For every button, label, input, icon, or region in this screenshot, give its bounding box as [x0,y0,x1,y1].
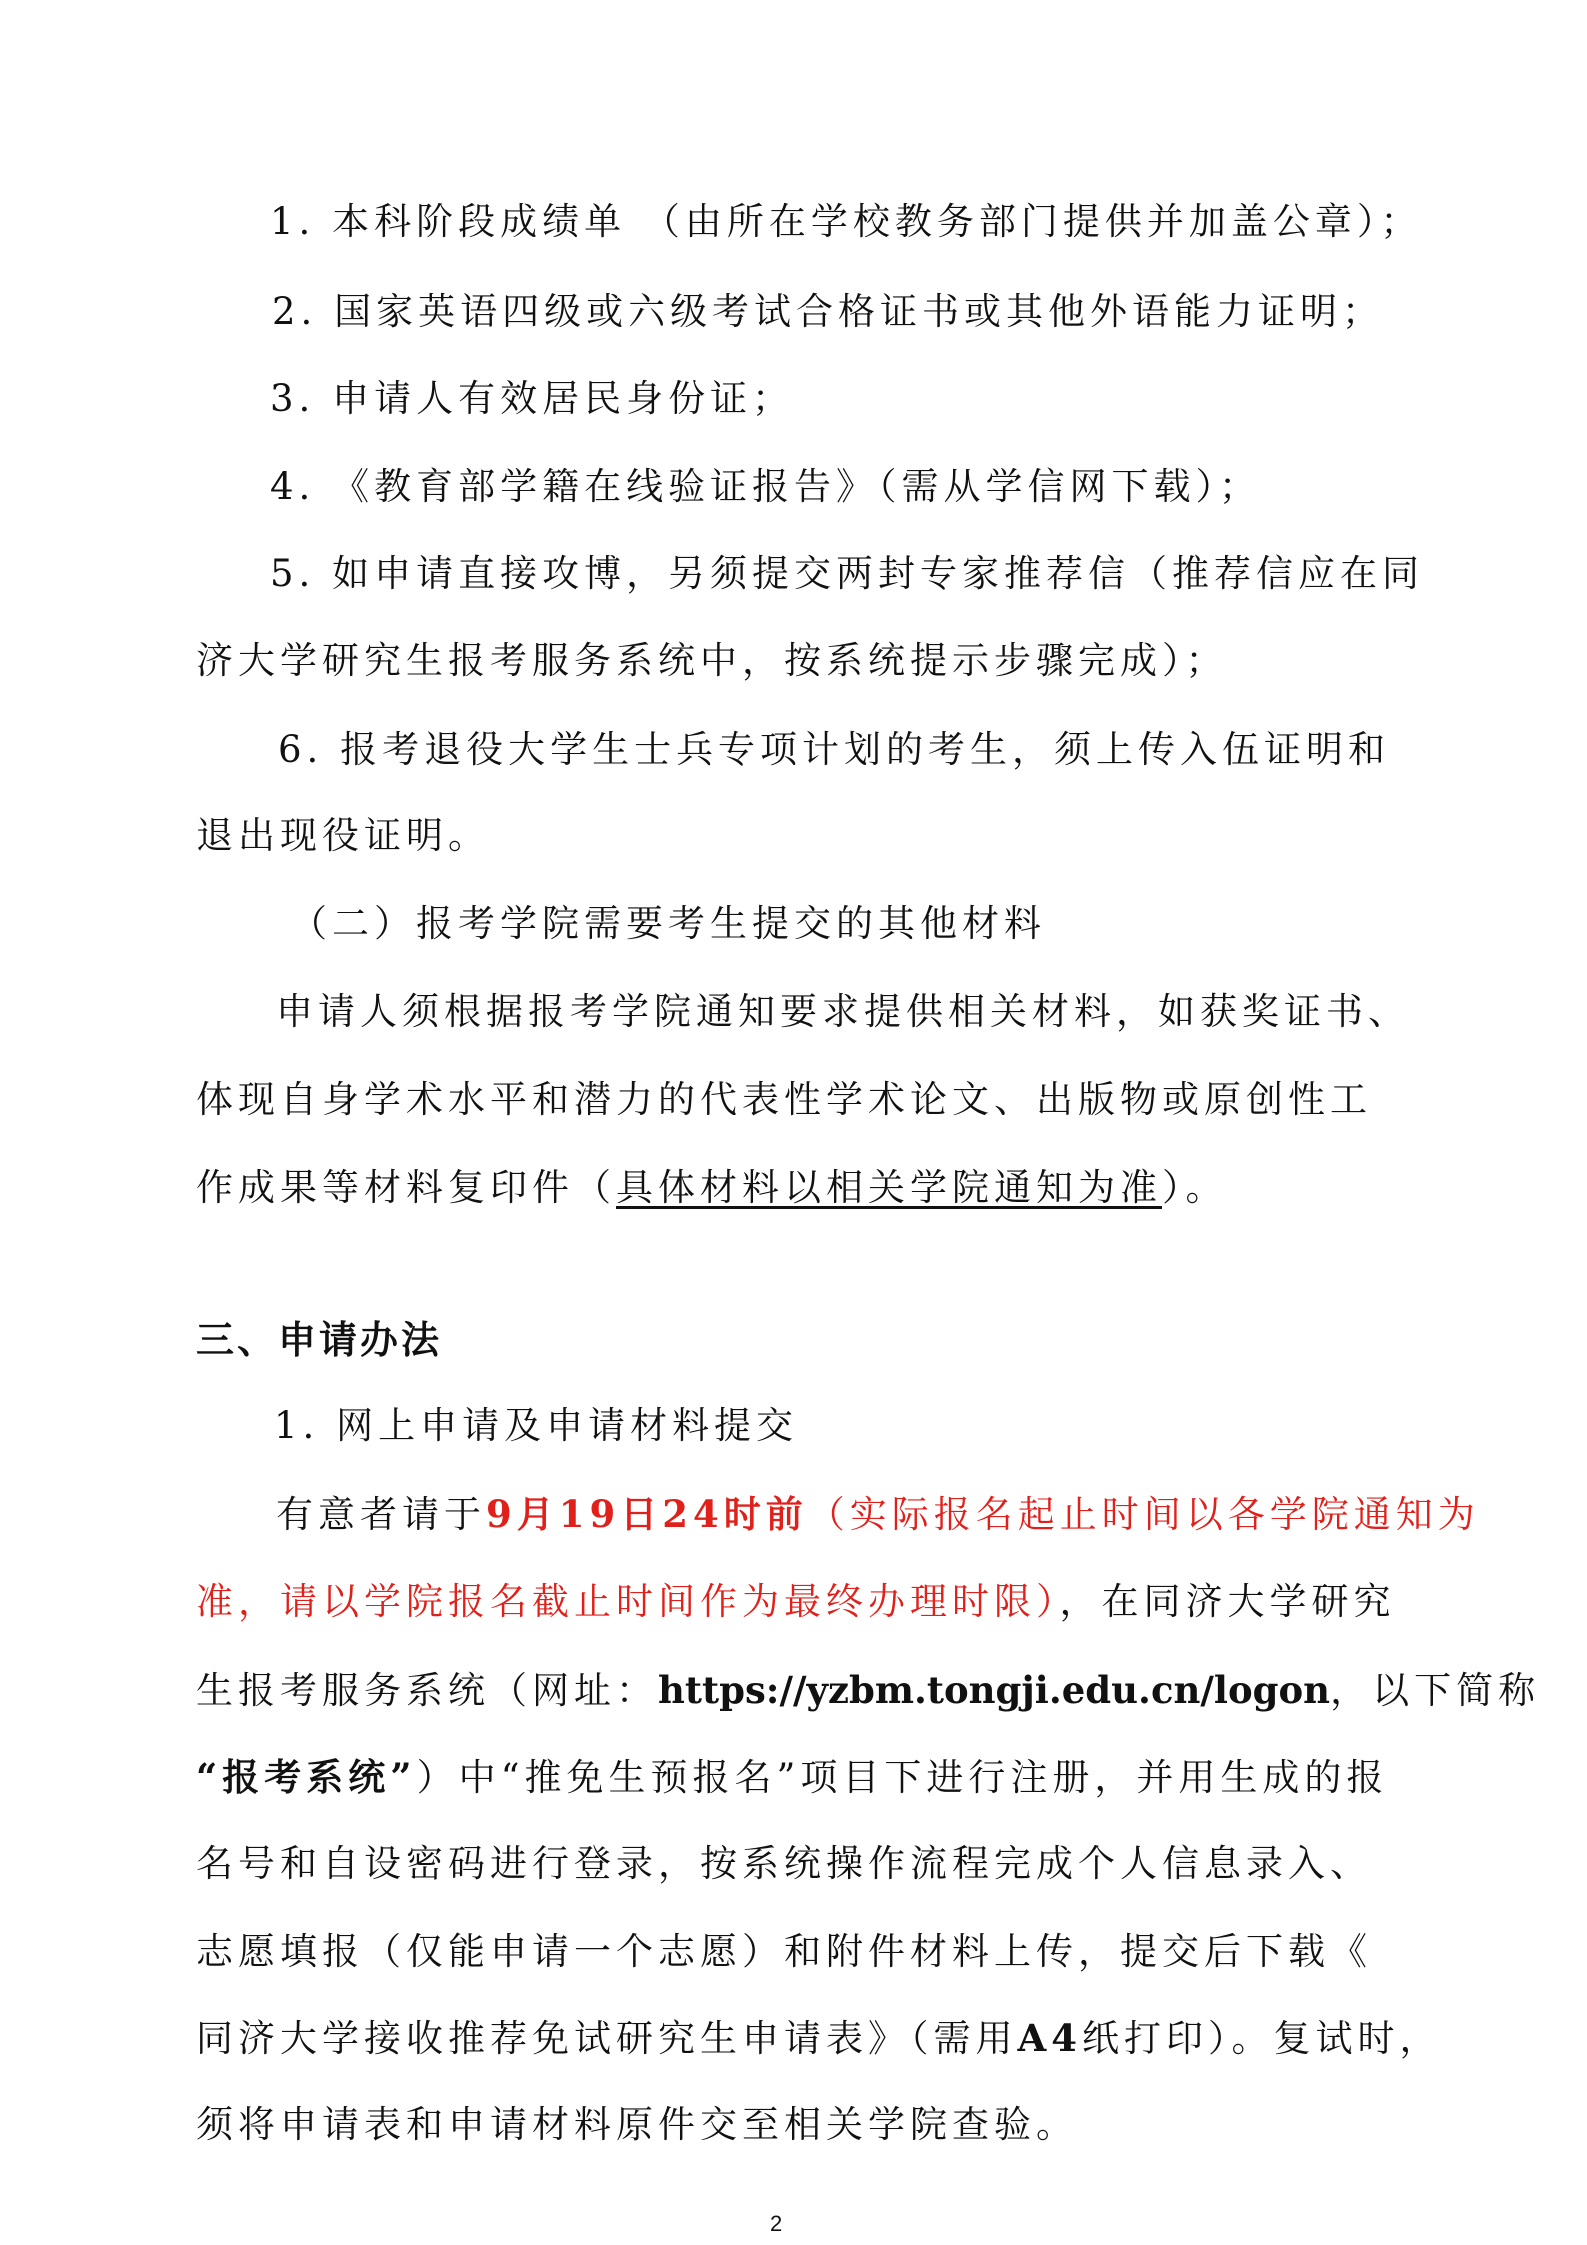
paper-size: A4 [1017,2016,1082,2060]
paragraph-text: ，在同济大学研究 [1059,1580,1396,1623]
application-paragraph-line-3 [196,1666,1540,1715]
paragraph-text: 生报考服务系统（网址： [196,1669,658,1712]
underlined-note: 具体材料以相关学院通知为准 [616,1166,1162,1209]
application-paragraph-line-4 [196,1753,1388,1802]
material-item-4: 4. 《教育部学籍在线验证报告》（需从学信网下载）； [270,465,1262,508]
material-item-5-line-2: 济大学研究生报考服务系统中，按系统提示步骤完成）； [196,639,1228,682]
paragraph-text: 有意者请于 [276,1493,486,1536]
red-note: （实际报名起止时间以各学院通知为 [807,1493,1480,1536]
material-item-6-line-1: 6. 报考退役大学生士兵专项计划的考生，须上传入伍证明和 [278,728,1391,771]
paragraph-text: 同济大学接收推荐免试研究生申请表》（需用 [196,2017,1018,2060]
page-number: 2 [770,2211,783,2236]
registration-url: https://yzbm.tongji.edu.cn/logon [658,1668,1331,1712]
system-short-name: “报考系统” [196,1755,417,1799]
subsection-paragraph-line-2: 体现自身学术水平和潜力的代表性学术论文、出版物或原创性工 [196,1078,1372,1121]
application-paragraph-line-8: 须将申请表和申请材料原件交至相关学院查验。 [196,2103,1078,2146]
paragraph-text: ）中“推免生预报名”项目下进行注册，并用生成的报 [416,1756,1389,1799]
application-paragraph-line-5: 名号和自设密码进行登录，按系统操作流程完成个人信息录入、 [196,1842,1372,1885]
paragraph-text: 作成果等材料复印件（ [196,1166,616,1209]
material-item-5-line-1: 5. 如申请直接攻博，另须提交两封专家推荐信（推荐信应在同 [270,552,1425,595]
paragraph-text: 纸打印）。复试时， [1081,2017,1442,2060]
section-heading: 三、申请办法 [196,1318,443,1362]
application-paragraph-line-7 [196,2014,1441,2063]
material-item-1: 1. 本科阶段成绩单 （由所在学校教务部门提供并加盖公章）； [270,200,1423,243]
paragraph-text: ，以下简称 [1330,1669,1541,1712]
application-paragraph-line-2 [196,1578,1396,1626]
deadline-text: 9月19日24时前 [486,1492,808,1536]
subsection-paragraph-line-1: 申请人须根据报考学院通知要求提供相关材料，如获奖证书、 [276,990,1410,1033]
application-paragraph-line-1 [276,1490,1480,1539]
application-paragraph-line-6: 志愿填报（仅能申请一个志愿）和附件材料上传，提交后下载《 [196,1930,1372,1973]
paragraph-text: ）。 [1162,1166,1228,1209]
subsection-heading: （二）报考学院需要考生提交的其他材料 [290,902,1046,945]
red-note: 准，请以学院报名截止时间作为最终办理时限） [196,1580,1060,1623]
material-item-3: 3. 申请人有效居民身份证； [270,377,795,420]
section-item-1-title: 1. 网上申请及申请材料提交 [274,1404,799,1447]
material-item-6-line-2: 退出现役证明。 [196,814,490,857]
subsection-paragraph-line-3 [196,1164,1228,1212]
material-item-2: 2. 国家英语四级或六级考试合格证书或其他外语能力证明； [272,290,1385,333]
